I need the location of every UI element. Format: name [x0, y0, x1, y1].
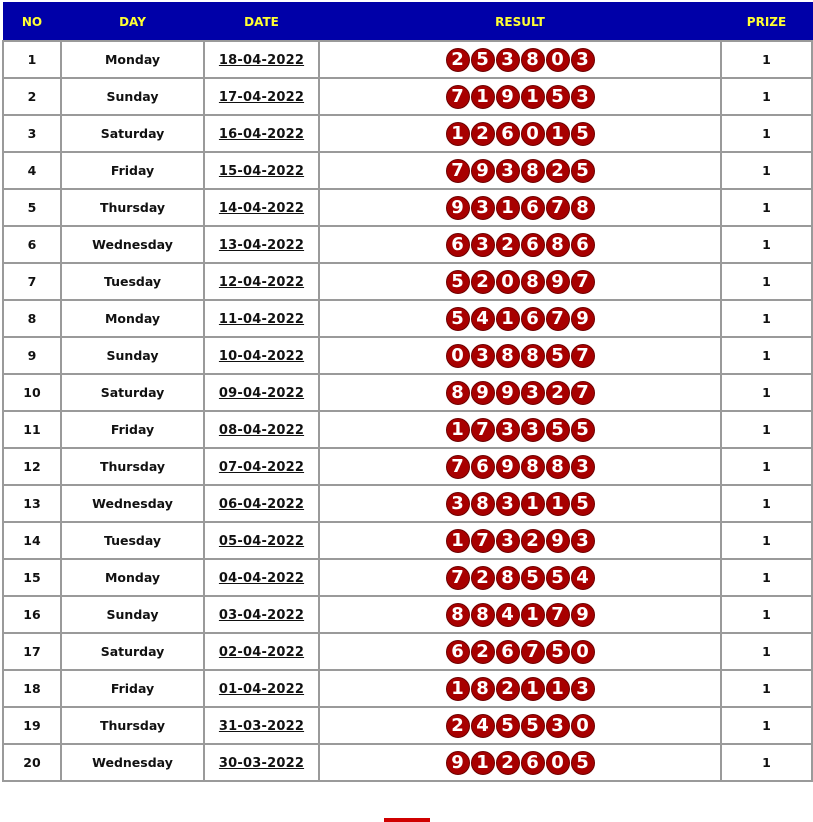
result-digit-ball: 1: [546, 492, 570, 516]
table-row: [3, 263, 812, 300]
row-date: [204, 152, 319, 189]
table-row: [3, 115, 812, 152]
row-result: [319, 522, 721, 559]
result-digit-ball: 8: [521, 159, 545, 183]
row-prize: 1: [721, 633, 812, 670]
row-day: Sunday: [61, 337, 204, 374]
result-digit-ball: 7: [571, 344, 595, 368]
result-digit-ball: 3: [471, 233, 495, 257]
row-result: [319, 300, 721, 337]
result-digit-ball: 8: [446, 381, 470, 405]
row-day: Saturday: [61, 374, 204, 411]
date-link[interactable]: 16-04-2022: [218, 126, 305, 142]
row-number: 6: [3, 226, 61, 263]
result-digit-ball: 5: [571, 751, 595, 775]
result-digit-ball: 4: [471, 307, 495, 331]
row-day: Saturday: [61, 115, 204, 152]
table-row: [3, 596, 812, 633]
row-day: Wednesday: [61, 485, 204, 522]
result-digit-ball: 7: [546, 307, 570, 331]
result-balls: [446, 492, 595, 516]
row-day: Thursday: [61, 189, 204, 226]
row-prize: 1: [721, 263, 812, 300]
result-digit-ball: 6: [446, 640, 470, 664]
result-digit-ball: 6: [521, 307, 545, 331]
result-balls: [446, 751, 595, 775]
result-digit-ball: 3: [471, 344, 495, 368]
result-digit-ball: 5: [546, 640, 570, 664]
row-prize: 1: [721, 707, 812, 744]
row-number: 8: [3, 300, 61, 337]
row-day: Wednesday: [61, 226, 204, 263]
table-row: [3, 152, 812, 189]
row-result: [319, 633, 721, 670]
header-prize: PRIZE: [721, 3, 812, 42]
row-date: [204, 707, 319, 744]
row-date: [204, 41, 319, 78]
row-number: 1: [3, 41, 61, 78]
result-digit-ball: 4: [471, 714, 495, 738]
date-link[interactable]: 14-04-2022: [218, 200, 305, 216]
result-digit-ball: 1: [446, 122, 470, 146]
row-result: [319, 374, 721, 411]
result-digit-ball: 5: [571, 159, 595, 183]
result-digit-ball: 5: [546, 418, 570, 442]
row-day: Wednesday: [61, 744, 204, 781]
row-prize: 1: [721, 744, 812, 781]
row-date: [204, 633, 319, 670]
table-row: [3, 707, 812, 744]
row-date: [204, 448, 319, 485]
table-row: [3, 559, 812, 596]
result-digit-ball: 5: [521, 566, 545, 590]
result-digit-ball: 1: [471, 85, 495, 109]
row-number: 16: [3, 596, 61, 633]
date-link[interactable]: 18-04-2022: [218, 52, 305, 68]
result-digit-ball: 7: [471, 529, 495, 553]
result-digit-ball: 9: [571, 307, 595, 331]
result-digit-ball: 7: [446, 566, 470, 590]
result-digit-ball: 2: [471, 640, 495, 664]
result-balls: [446, 196, 595, 220]
result-digit-ball: 2: [496, 233, 520, 257]
result-digit-ball: 5: [546, 344, 570, 368]
row-number: 3: [3, 115, 61, 152]
result-balls: [446, 307, 595, 331]
result-digit-ball: 1: [446, 418, 470, 442]
result-digit-ball: 6: [496, 640, 520, 664]
row-day: Friday: [61, 152, 204, 189]
row-date: [204, 522, 319, 559]
result-digit-ball: 6: [446, 233, 470, 257]
date-link[interactable]: 30-03-2022: [218, 755, 305, 771]
bottom-red-strip: [384, 818, 430, 822]
result-digit-ball: 5: [521, 714, 545, 738]
result-balls: [446, 270, 595, 294]
row-number: 12: [3, 448, 61, 485]
result-digit-ball: 5: [546, 566, 570, 590]
result-digit-ball: 3: [521, 381, 545, 405]
result-digit-ball: 2: [471, 270, 495, 294]
result-digit-ball: 3: [521, 418, 545, 442]
row-date: [204, 744, 319, 781]
row-day: Monday: [61, 559, 204, 596]
row-number: 7: [3, 263, 61, 300]
result-digit-ball: 9: [571, 603, 595, 627]
header-day: DAY: [61, 3, 204, 42]
result-digit-ball: 3: [571, 677, 595, 701]
result-digit-ball: 2: [446, 48, 470, 72]
row-prize: 1: [721, 41, 812, 78]
result-digit-ball: 9: [546, 270, 570, 294]
row-result: [319, 189, 721, 226]
result-digit-ball: 1: [546, 677, 570, 701]
result-digit-ball: 3: [571, 455, 595, 479]
result-digit-ball: 8: [546, 455, 570, 479]
row-prize: 1: [721, 411, 812, 448]
row-prize: 1: [721, 226, 812, 263]
row-prize: 1: [721, 559, 812, 596]
result-digit-ball: 6: [521, 751, 545, 775]
row-result: [319, 596, 721, 633]
header-row: [3, 3, 812, 42]
table-row: [3, 411, 812, 448]
row-number: 2: [3, 78, 61, 115]
result-digit-ball: 8: [471, 677, 495, 701]
result-digit-ball: 2: [471, 122, 495, 146]
result-digit-ball: 8: [496, 566, 520, 590]
result-balls: [446, 677, 595, 701]
table-row: [3, 744, 812, 781]
row-day: Friday: [61, 670, 204, 707]
row-prize: 1: [721, 78, 812, 115]
result-balls: [446, 159, 595, 183]
result-digit-ball: 7: [446, 159, 470, 183]
row-date: [204, 115, 319, 152]
result-digit-ball: 8: [546, 233, 570, 257]
result-digit-ball: 9: [546, 529, 570, 553]
date-link[interactable]: 15-04-2022: [218, 163, 305, 179]
row-day: Monday: [61, 41, 204, 78]
result-digit-ball: 0: [571, 640, 595, 664]
row-number: 9: [3, 337, 61, 374]
row-prize: 1: [721, 374, 812, 411]
date-link[interactable]: 13-04-2022: [218, 237, 305, 253]
date-link[interactable]: 12-04-2022: [218, 274, 305, 290]
row-number: 20: [3, 744, 61, 781]
row-date: [204, 485, 319, 522]
result-balls: [446, 714, 595, 738]
result-digit-ball: 3: [446, 492, 470, 516]
result-balls: [446, 566, 595, 590]
result-balls: [446, 455, 595, 479]
result-balls: [446, 122, 595, 146]
row-date: [204, 411, 319, 448]
result-digit-ball: 1: [496, 307, 520, 331]
row-number: 14: [3, 522, 61, 559]
result-digit-ball: 0: [496, 270, 520, 294]
result-digit-ball: 3: [571, 85, 595, 109]
result-digit-ball: 1: [446, 677, 470, 701]
result-balls: [446, 640, 595, 664]
row-date: [204, 596, 319, 633]
result-digit-ball: 7: [546, 196, 570, 220]
results-table: [2, 2, 813, 782]
result-digit-ball: 0: [446, 344, 470, 368]
result-digit-ball: 2: [496, 751, 520, 775]
row-number: 13: [3, 485, 61, 522]
row-result: [319, 559, 721, 596]
row-number: 15: [3, 559, 61, 596]
row-day: Thursday: [61, 707, 204, 744]
row-date: [204, 226, 319, 263]
row-date: [204, 189, 319, 226]
row-prize: 1: [721, 485, 812, 522]
row-number: 19: [3, 707, 61, 744]
result-digit-ball: 1: [521, 603, 545, 627]
result-digit-ball: 8: [446, 603, 470, 627]
date-link[interactable]: 10-04-2022: [218, 348, 305, 364]
result-digit-ball: 3: [571, 48, 595, 72]
result-digit-ball: 3: [496, 418, 520, 442]
row-result: [319, 448, 721, 485]
row-day: Thursday: [61, 448, 204, 485]
table-row: [3, 633, 812, 670]
result-digit-ball: 8: [521, 270, 545, 294]
row-day: Sunday: [61, 596, 204, 633]
result-digit-ball: 8: [471, 603, 495, 627]
row-day: Tuesday: [61, 263, 204, 300]
result-digit-ball: 2: [521, 529, 545, 553]
result-balls: [446, 381, 595, 405]
result-digit-ball: 9: [446, 196, 470, 220]
result-digit-ball: 8: [471, 492, 495, 516]
date-link[interactable]: 31-03-2022: [218, 718, 305, 734]
row-date: [204, 78, 319, 115]
table-row: [3, 300, 812, 337]
row-prize: 1: [721, 596, 812, 633]
result-digit-ball: 3: [496, 492, 520, 516]
row-day: Saturday: [61, 633, 204, 670]
row-number: 18: [3, 670, 61, 707]
result-digit-ball: 5: [471, 48, 495, 72]
row-result: [319, 485, 721, 522]
row-date: [204, 300, 319, 337]
result-digit-ball: 5: [571, 492, 595, 516]
row-result: [319, 115, 721, 152]
row-prize: 1: [721, 337, 812, 374]
result-digit-ball: 5: [571, 122, 595, 146]
result-balls: [446, 233, 595, 257]
table-row: [3, 448, 812, 485]
table-row: [3, 189, 812, 226]
row-day: Friday: [61, 411, 204, 448]
row-day: Tuesday: [61, 522, 204, 559]
header-result: RESULT: [319, 3, 721, 42]
result-digit-ball: 8: [521, 48, 545, 72]
date-link[interactable]: 01-04-2022: [218, 681, 305, 697]
row-result: [319, 152, 721, 189]
result-digit-ball: 1: [471, 751, 495, 775]
result-digit-ball: 6: [471, 455, 495, 479]
result-digit-ball: 8: [521, 455, 545, 479]
row-result: [319, 263, 721, 300]
result-digit-ball: 5: [571, 418, 595, 442]
result-digit-ball: 3: [496, 159, 520, 183]
table-row: [3, 670, 812, 707]
result-balls: [446, 344, 595, 368]
row-result: [319, 744, 721, 781]
result-digit-ball: 1: [521, 85, 545, 109]
header-date: DATE: [204, 3, 319, 42]
row-date: [204, 263, 319, 300]
result-digit-ball: 5: [546, 85, 570, 109]
result-digit-ball: 2: [446, 714, 470, 738]
result-digit-ball: 2: [496, 677, 520, 701]
row-number: 10: [3, 374, 61, 411]
result-digit-ball: 3: [496, 48, 520, 72]
result-digit-ball: 9: [496, 455, 520, 479]
table-row: [3, 41, 812, 78]
date-link[interactable]: 17-04-2022: [218, 89, 305, 105]
row-number: 17: [3, 633, 61, 670]
result-digit-ball: 2: [546, 381, 570, 405]
result-digit-ball: 8: [521, 344, 545, 368]
result-digit-ball: 0: [571, 714, 595, 738]
result-digit-ball: 1: [521, 677, 545, 701]
row-number: 4: [3, 152, 61, 189]
row-prize: 1: [721, 670, 812, 707]
result-digit-ball: 9: [471, 159, 495, 183]
date-link[interactable]: 06-04-2022: [218, 496, 305, 512]
row-prize: 1: [721, 300, 812, 337]
result-digit-ball: 7: [446, 455, 470, 479]
results-body: [3, 41, 812, 781]
row-result: [319, 670, 721, 707]
header-no: NO: [3, 3, 61, 42]
result-digit-ball: 5: [446, 307, 470, 331]
table-row: [3, 522, 812, 559]
row-day: Monday: [61, 300, 204, 337]
result-digit-ball: 7: [446, 85, 470, 109]
row-number: 11: [3, 411, 61, 448]
row-result: [319, 41, 721, 78]
date-link[interactable]: 08-04-2022: [218, 422, 305, 438]
result-digit-ball: 2: [546, 159, 570, 183]
result-digit-ball: 7: [571, 381, 595, 405]
row-prize: 1: [721, 115, 812, 152]
date-link[interactable]: 02-04-2022: [218, 644, 305, 660]
result-digit-ball: 9: [496, 85, 520, 109]
row-date: [204, 337, 319, 374]
row-date: [204, 374, 319, 411]
table-row: [3, 226, 812, 263]
result-digit-ball: 8: [571, 196, 595, 220]
result-digit-ball: 5: [496, 714, 520, 738]
result-digit-ball: 6: [521, 196, 545, 220]
result-digit-ball: 1: [521, 492, 545, 516]
result-digit-ball: 0: [546, 751, 570, 775]
row-number: 5: [3, 189, 61, 226]
result-digit-ball: 4: [571, 566, 595, 590]
row-result: [319, 337, 721, 374]
result-digit-ball: 0: [546, 48, 570, 72]
result-digit-ball: 8: [496, 344, 520, 368]
table-row: [3, 337, 812, 374]
date-link[interactable]: 11-04-2022: [218, 311, 305, 327]
result-digit-ball: 6: [571, 233, 595, 257]
table-row: [3, 485, 812, 522]
result-digit-ball: 3: [471, 196, 495, 220]
result-balls: [446, 529, 595, 553]
row-prize: 1: [721, 448, 812, 485]
result-digit-ball: 7: [471, 418, 495, 442]
result-digit-ball: 9: [446, 751, 470, 775]
row-date: [204, 559, 319, 596]
row-prize: 1: [721, 522, 812, 559]
date-link[interactable]: 03-04-2022: [218, 607, 305, 623]
row-prize: 1: [721, 152, 812, 189]
date-link[interactable]: 09-04-2022: [218, 385, 305, 401]
result-digit-ball: 1: [446, 529, 470, 553]
result-digit-ball: 7: [521, 640, 545, 664]
result-digit-ball: 9: [496, 381, 520, 405]
result-digit-ball: 4: [496, 603, 520, 627]
date-link[interactable]: 07-04-2022: [218, 459, 305, 475]
row-result: [319, 707, 721, 744]
result-balls: [446, 48, 595, 72]
result-digit-ball: 7: [571, 270, 595, 294]
result-digit-ball: 1: [496, 196, 520, 220]
result-digit-ball: 9: [471, 381, 495, 405]
result-balls: [446, 603, 595, 627]
row-prize: 1: [721, 189, 812, 226]
result-digit-ball: 6: [521, 233, 545, 257]
table-row: [3, 374, 812, 411]
date-link[interactable]: 05-04-2022: [218, 533, 305, 549]
result-digit-ball: 6: [496, 122, 520, 146]
result-balls: [446, 85, 595, 109]
result-balls: [446, 418, 595, 442]
result-digit-ball: 3: [496, 529, 520, 553]
result-digit-ball: 7: [546, 603, 570, 627]
result-digit-ball: 0: [521, 122, 545, 146]
date-link[interactable]: 04-04-2022: [218, 570, 305, 586]
row-result: [319, 411, 721, 448]
result-digit-ball: 2: [471, 566, 495, 590]
result-digit-ball: 1: [546, 122, 570, 146]
result-digit-ball: 5: [446, 270, 470, 294]
table-row: [3, 78, 812, 115]
row-date: [204, 670, 319, 707]
result-digit-ball: 3: [571, 529, 595, 553]
row-result: [319, 78, 721, 115]
result-digit-ball: 3: [546, 714, 570, 738]
row-day: Sunday: [61, 78, 204, 115]
row-result: [319, 226, 721, 263]
